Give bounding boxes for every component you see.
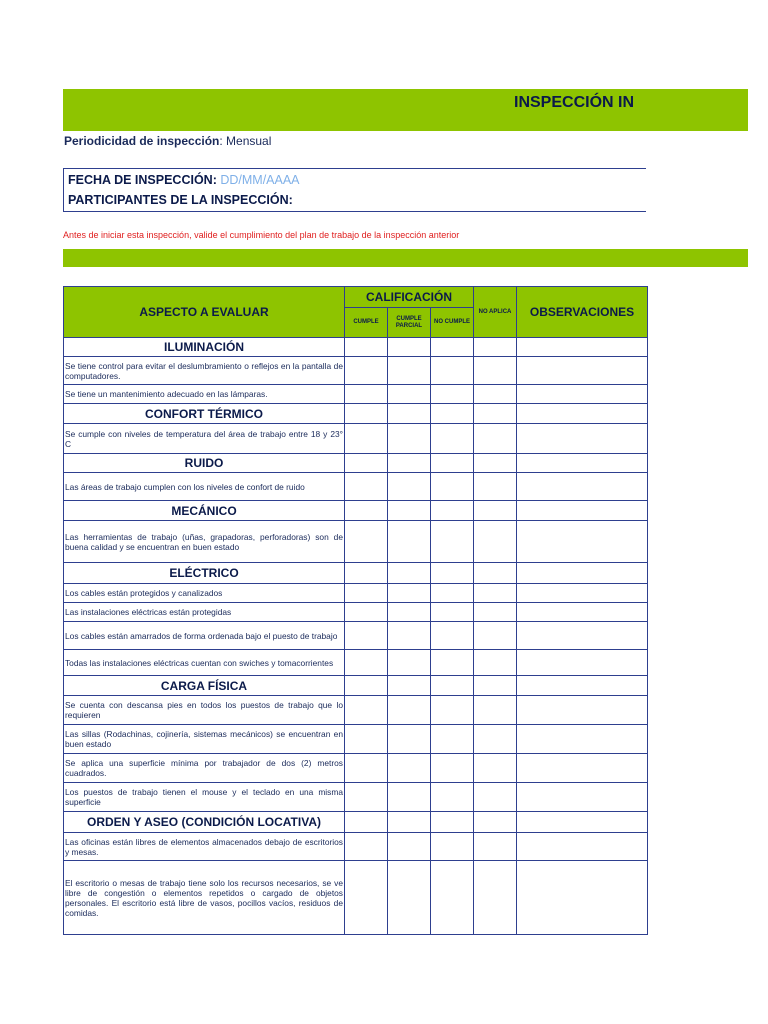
observations-cell[interactable] <box>517 603 648 622</box>
complies-cell[interactable] <box>345 473 388 501</box>
partially-complies-cell[interactable] <box>388 473 431 501</box>
partially-complies-cell[interactable] <box>388 385 431 404</box>
complies-cell[interactable] <box>345 754 388 783</box>
does-not-comply-cell[interactable] <box>431 622 474 650</box>
section-empty-cell <box>388 812 431 833</box>
checklist-item-text: Los cables están amarrados de forma ordenada bajo el puesto de trabajo <box>64 622 345 650</box>
checklist-item-text: El escritorio o mesas de trabajo tiene solo los recursos necesarios, se ve libre de congestión o elementos repetidos o cargado de objetos personales. El escritorio está libre de vasos, pocillos vacíos, residuos de comidas. <box>64 861 345 935</box>
checklist-item-text: Los puestos de trabajo tienen el mouse y el teclado en una misma superficie <box>64 783 345 812</box>
not-applicable-cell[interactable] <box>474 622 517 650</box>
inspection-periodicity <box>64 134 271 148</box>
checklist-item-row <box>64 473 648 501</box>
section-title: ELÉCTRICO <box>64 563 345 584</box>
section-empty-cell <box>517 338 648 357</box>
checklist-item-row <box>64 783 648 812</box>
complies-cell[interactable] <box>345 650 388 676</box>
section-row <box>64 563 648 584</box>
does-not-comply-cell[interactable] <box>431 603 474 622</box>
observations-cell[interactable] <box>517 696 648 725</box>
partially-complies-cell[interactable] <box>388 622 431 650</box>
observations-cell[interactable] <box>517 861 648 935</box>
checklist-item-text: Las oficinas están libres de elementos almacenados debajo de escritorios y mesas. <box>64 833 345 861</box>
partially-complies-cell[interactable] <box>388 754 431 783</box>
complies-cell[interactable] <box>345 521 388 563</box>
checklist-item-text: Las sillas (Rodachinas, cojinería, sistemas mecánicos) se encuentran en buen estado <box>64 725 345 754</box>
partially-complies-header: CUMPLE PARCIAL <box>388 308 431 338</box>
observations-cell[interactable] <box>517 521 648 563</box>
not-applicable-cell[interactable] <box>474 424 517 454</box>
section-empty-cell <box>517 501 648 521</box>
section-empty-cell <box>388 404 431 424</box>
inspection-date-row <box>68 173 300 187</box>
checklist-item-row <box>64 521 648 563</box>
not-applicable-cell[interactable] <box>474 754 517 783</box>
section-empty-cell <box>345 338 388 357</box>
observations-cell[interactable] <box>517 385 648 404</box>
observations-cell[interactable] <box>517 650 648 676</box>
does-not-comply-cell[interactable] <box>431 783 474 812</box>
does-not-comply-header: NO CUMPLE <box>431 308 474 338</box>
section-row <box>64 501 648 521</box>
section-row <box>64 338 648 357</box>
rating-header: CALIFICACIÓN <box>345 287 474 308</box>
not-applicable-cell[interactable] <box>474 725 517 754</box>
checklist-item-row <box>64 696 648 725</box>
does-not-comply-cell[interactable] <box>431 385 474 404</box>
periodicity-value: : Mensual <box>219 134 272 148</box>
checklist-item-text: Se cumple con niveles de temperatura del área de trabajo entre 18 y 23° C <box>64 424 345 454</box>
section-empty-cell <box>431 563 474 584</box>
inspection-checklist-table <box>63 286 648 935</box>
section-empty-cell <box>474 338 517 357</box>
periodicity-label: Periodicidad de inspección <box>64 134 220 148</box>
not-applicable-cell[interactable] <box>474 833 517 861</box>
not-applicable-cell[interactable] <box>474 584 517 603</box>
previous-plan-notice: Antes de iniciar esta inspección, valide el cumplimiento del plan de trabajo de la inspección anterior <box>63 230 460 240</box>
does-not-comply-cell[interactable] <box>431 650 474 676</box>
not-applicable-cell[interactable] <box>474 696 517 725</box>
aspect-header: ASPECTO A EVALUAR <box>64 287 345 338</box>
does-not-comply-cell[interactable] <box>431 424 474 454</box>
participants-row <box>68 193 293 207</box>
section-empty-cell <box>431 404 474 424</box>
inspection-date-label: FECHA DE INSPECCIÓN: <box>68 173 217 187</box>
checklist-item-row <box>64 584 648 603</box>
section-title: ILUMINACIÓN <box>64 338 345 357</box>
does-not-comply-cell[interactable] <box>431 754 474 783</box>
section-title: CONFORT TÉRMICO <box>64 404 345 424</box>
section-empty-cell <box>388 676 431 696</box>
complies-cell[interactable] <box>345 357 388 385</box>
observations-cell[interactable] <box>517 725 648 754</box>
partially-complies-cell[interactable] <box>388 833 431 861</box>
checklist-body <box>64 338 648 935</box>
section-empty-cell <box>388 454 431 473</box>
section-row <box>64 404 648 424</box>
partially-complies-cell[interactable] <box>388 584 431 603</box>
section-empty-cell <box>431 454 474 473</box>
not-applicable-header: NO APLICA <box>474 287 517 338</box>
observations-cell[interactable] <box>517 584 648 603</box>
not-applicable-cell[interactable] <box>474 603 517 622</box>
section-empty-cell <box>345 812 388 833</box>
section-empty-cell <box>345 404 388 424</box>
section-empty-cell <box>517 676 648 696</box>
partially-complies-cell[interactable] <box>388 783 431 812</box>
section-empty-cell <box>517 812 648 833</box>
not-applicable-cell[interactable] <box>474 861 517 935</box>
checklist-item-text: Se cuenta con descansa pies en todos los puestos de trabajo que lo requieren <box>64 696 345 725</box>
partially-complies-cell[interactable] <box>388 696 431 725</box>
complies-cell[interactable] <box>345 861 388 935</box>
inspection-date-field[interactable]: DD/MM/AAAA <box>220 173 300 187</box>
checklist-item-row <box>64 861 648 935</box>
complies-cell[interactable] <box>345 783 388 812</box>
not-applicable-cell[interactable] <box>474 783 517 812</box>
section-empty-cell <box>388 563 431 584</box>
section-empty-cell <box>431 338 474 357</box>
checklist-item-row <box>64 650 648 676</box>
section-empty-cell <box>431 501 474 521</box>
observations-cell[interactable] <box>517 473 648 501</box>
section-empty-cell <box>517 454 648 473</box>
partially-complies-cell[interactable] <box>388 861 431 935</box>
section-empty-cell <box>345 501 388 521</box>
does-not-comply-cell[interactable] <box>431 473 474 501</box>
checklist-item-text: Se aplica una superficie mínima por trabajador de dos (2) metros cuadrados. <box>64 754 345 783</box>
not-applicable-cell[interactable] <box>474 521 517 563</box>
section-empty-cell <box>345 454 388 473</box>
partially-complies-cell[interactable] <box>388 521 431 563</box>
inspection-info-box <box>63 168 646 212</box>
observations-cell[interactable] <box>517 622 648 650</box>
section-empty-cell <box>474 676 517 696</box>
checklist-item-row <box>64 357 648 385</box>
complies-cell[interactable] <box>345 725 388 754</box>
section-empty-cell <box>388 338 431 357</box>
checklist-item-row <box>64 622 648 650</box>
does-not-comply-cell[interactable] <box>431 696 474 725</box>
complies-cell[interactable] <box>345 833 388 861</box>
observations-cell[interactable] <box>517 833 648 861</box>
does-not-comply-cell[interactable] <box>431 833 474 861</box>
section-empty-cell <box>388 501 431 521</box>
checklist-item-row <box>64 603 648 622</box>
checklist-item-row <box>64 754 648 783</box>
checklist-item-row <box>64 833 648 861</box>
checklist-item-text: Los cables están protegidos y canalizados <box>64 584 345 603</box>
section-empty-cell <box>345 676 388 696</box>
observations-cell[interactable] <box>517 783 648 812</box>
does-not-comply-cell[interactable] <box>431 725 474 754</box>
section-row <box>64 454 648 473</box>
complies-cell[interactable] <box>345 696 388 725</box>
section-title: MECÁNICO <box>64 501 345 521</box>
observations-cell[interactable] <box>517 424 648 454</box>
participants-label: PARTICIPANTES DE LA INSPECCIÓN: <box>68 193 293 207</box>
green-divider-bar <box>63 249 748 267</box>
partially-complies-cell[interactable] <box>388 424 431 454</box>
not-applicable-cell[interactable] <box>474 650 517 676</box>
checklist-item-text: Las herramientas de trabajo (uñas, grapadoras, perforadoras) son de buena calidad y se encuentran en buen estado <box>64 521 345 563</box>
not-applicable-cell[interactable] <box>474 385 517 404</box>
does-not-comply-cell[interactable] <box>431 521 474 563</box>
checklist-item-row <box>64 385 648 404</box>
observations-cell[interactable] <box>517 754 648 783</box>
section-row <box>64 676 648 696</box>
complies-cell[interactable] <box>345 424 388 454</box>
does-not-comply-cell[interactable] <box>431 861 474 935</box>
section-title: RUIDO <box>64 454 345 473</box>
section-empty-cell <box>345 563 388 584</box>
partially-complies-cell[interactable] <box>388 650 431 676</box>
complies-cell[interactable] <box>345 603 388 622</box>
not-applicable-cell[interactable] <box>474 473 517 501</box>
complies-cell[interactable] <box>345 385 388 404</box>
checklist-item-text: Se tiene control para evitar el deslumbramiento o reflejos en la pantalla de computadores. <box>64 357 345 385</box>
partially-complies-cell[interactable] <box>388 357 431 385</box>
section-empty-cell <box>431 812 474 833</box>
section-empty-cell <box>517 404 648 424</box>
does-not-comply-cell[interactable] <box>431 357 474 385</box>
checklist-item-text: Todas las instalaciones eléctricas cuentan con swiches y tomacorrientes <box>64 650 345 676</box>
section-empty-cell <box>517 563 648 584</box>
not-applicable-cell[interactable] <box>474 357 517 385</box>
checklist-item-text: Las áreas de trabajo cumplen con los niveles de confort de ruido <box>64 473 345 501</box>
section-row <box>64 812 648 833</box>
section-title: CARGA FÍSICA <box>64 676 345 696</box>
section-empty-cell <box>474 454 517 473</box>
section-empty-cell <box>474 812 517 833</box>
observations-cell[interactable] <box>517 357 648 385</box>
section-empty-cell <box>431 676 474 696</box>
section-empty-cell <box>474 563 517 584</box>
checklist-item-text: Las instalaciones eléctricas están protegidas <box>64 603 345 622</box>
section-title: ORDEN Y ASEO (CONDICIÓN LOCATIVA) <box>64 812 345 833</box>
checklist-item-text: Se tiene un mantenimiento adecuado en las lámparas. <box>64 385 345 404</box>
title-banner <box>63 89 748 131</box>
partially-complies-cell[interactable] <box>388 603 431 622</box>
complies-header: CUMPLE <box>345 308 388 338</box>
section-empty-cell <box>474 501 517 521</box>
complies-cell[interactable] <box>345 622 388 650</box>
checklist-item-row <box>64 424 648 454</box>
page-title: INSPECCIÓN IN <box>514 94 635 111</box>
section-empty-cell <box>474 404 517 424</box>
partially-complies-cell[interactable] <box>388 725 431 754</box>
observations-header: OBSERVACIONES <box>517 287 648 338</box>
complies-cell[interactable] <box>345 584 388 603</box>
does-not-comply-cell[interactable] <box>431 584 474 603</box>
checklist-item-row <box>64 725 648 754</box>
